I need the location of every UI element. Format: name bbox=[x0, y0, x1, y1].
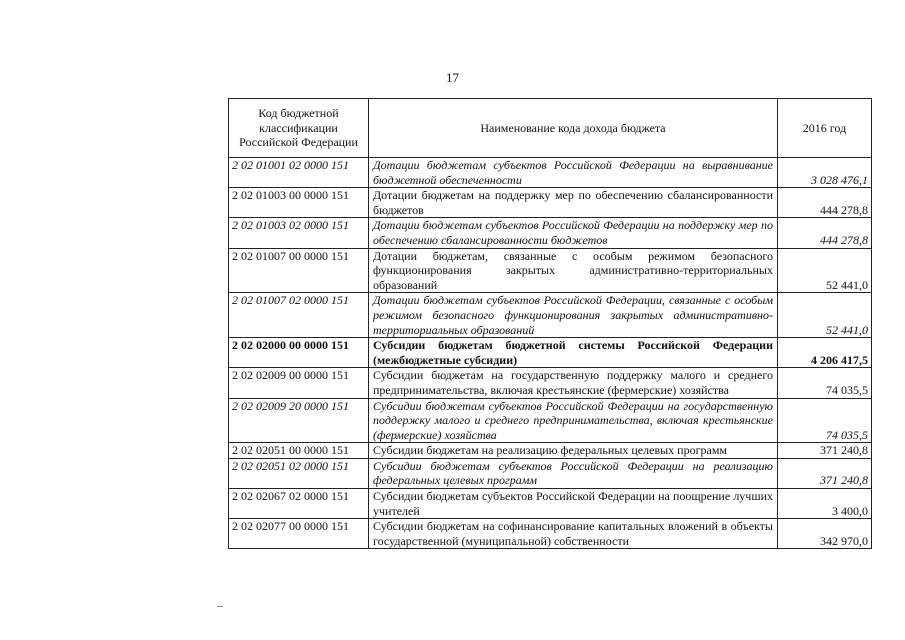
row-name: Субсидии бюджетам субъектов Российской Федерации на поощрение лучших учителей bbox=[369, 489, 778, 519]
row-code: 2 02 02067 02 0000 151 bbox=[229, 489, 369, 519]
table-row bbox=[229, 338, 872, 368]
row-amount: 74 035,5 bbox=[778, 398, 872, 443]
row-name: Субсидии бюджетам на реализацию федеральных целевых программ bbox=[369, 443, 778, 459]
row-name: Субсидии бюджетам субъектов Российской Федерации на государственную поддержку малого и среднего предпринимательства, включая крестьянские (фермерские) хозяйства bbox=[369, 398, 778, 443]
margin-mark bbox=[217, 606, 223, 607]
row-code: 2 02 01007 00 0000 151 bbox=[229, 248, 369, 293]
row-amount: 4 206 417,5 bbox=[778, 338, 872, 368]
row-code: 2 02 02051 02 0000 151 bbox=[229, 458, 369, 488]
table-row bbox=[229, 489, 872, 519]
page-number: 17 bbox=[446, 70, 459, 85]
row-name: Субсидии бюджетам субъектов Российской Федерации на реализацию федеральных целевых программ bbox=[369, 458, 778, 488]
row-name: Субсидии бюджетам на государственную поддержку малого и среднего предпринимательства, включая крестьянские (фермерские) хозяйства bbox=[369, 368, 778, 398]
table-row bbox=[229, 368, 872, 398]
row-amount: 342 970,0 bbox=[778, 519, 872, 549]
row-name: Дотации бюджетам субъектов Российской Федерации на выравнивание бюджетной обеспеченности bbox=[369, 158, 778, 188]
row-code: 2 02 02077 00 0000 151 bbox=[229, 519, 369, 549]
table-row bbox=[229, 293, 872, 338]
row-code: 2 02 02000 00 0000 151 bbox=[229, 338, 369, 368]
row-name: Дотации бюджетам субъектов Российской Федерации на поддержку мер по обеспечению сбалансированности бюджетов bbox=[369, 218, 778, 248]
row-name: Дотации бюджетам, связанные с особым режимом безопасного функционирования закрытых административно-территориальных образований bbox=[369, 248, 778, 293]
row-code: 2 02 01001 02 0000 151 bbox=[229, 158, 369, 188]
row-name: Дотации бюджетам субъектов Российской Федерации, связанные с особым режимом безопасного функционирования закрытых административно-территориальных образований bbox=[369, 293, 778, 338]
row-amount: 444 278,8 bbox=[778, 188, 872, 218]
header-year: 2016 год bbox=[778, 99, 872, 158]
row-code: 2 02 02051 00 0000 151 bbox=[229, 443, 369, 459]
table-body bbox=[229, 158, 872, 549]
row-code: 2 02 02009 00 0000 151 bbox=[229, 368, 369, 398]
header-code: Код бюджетной классификации Российской Федерации bbox=[229, 99, 369, 158]
row-code: 2 02 02009 20 0000 151 bbox=[229, 398, 369, 443]
table-row bbox=[229, 443, 872, 459]
table-header-row bbox=[229, 99, 872, 158]
row-code: 2 02 01007 02 0000 151 bbox=[229, 293, 369, 338]
budget-income-table bbox=[228, 98, 872, 549]
row-amount: 52 441,0 bbox=[778, 293, 872, 338]
row-amount: 371 240,8 bbox=[778, 458, 872, 488]
row-name: Субсидии бюджетам на софинансирование капитальных вложений в объекты государственной (муниципальной) собственности bbox=[369, 519, 778, 549]
header-name: Наименование кода дохода бюджета bbox=[369, 99, 778, 158]
row-amount: 52 441,0 bbox=[778, 248, 872, 293]
row-amount: 74 035,5 bbox=[778, 368, 872, 398]
table-row bbox=[229, 519, 872, 549]
table-row bbox=[229, 188, 872, 218]
table-row bbox=[229, 158, 872, 188]
table-row bbox=[229, 218, 872, 248]
row-code: 2 02 01003 02 0000 151 bbox=[229, 218, 369, 248]
row-name: Субсидии бюджетам бюджетной системы Российской Федерации (межбюджетные субсидии) bbox=[369, 338, 778, 368]
row-amount: 3 400,0 bbox=[778, 489, 872, 519]
table-row bbox=[229, 398, 872, 443]
row-code: 2 02 01003 00 0000 151 bbox=[229, 188, 369, 218]
table-row bbox=[229, 248, 872, 293]
row-amount: 444 278,8 bbox=[778, 218, 872, 248]
table-row bbox=[229, 458, 872, 488]
row-amount: 371 240,8 bbox=[778, 443, 872, 459]
row-name: Дотации бюджетам на поддержку мер по обеспечению сбалансированности бюджетов bbox=[369, 188, 778, 218]
row-amount: 3 028 476,1 bbox=[778, 158, 872, 188]
